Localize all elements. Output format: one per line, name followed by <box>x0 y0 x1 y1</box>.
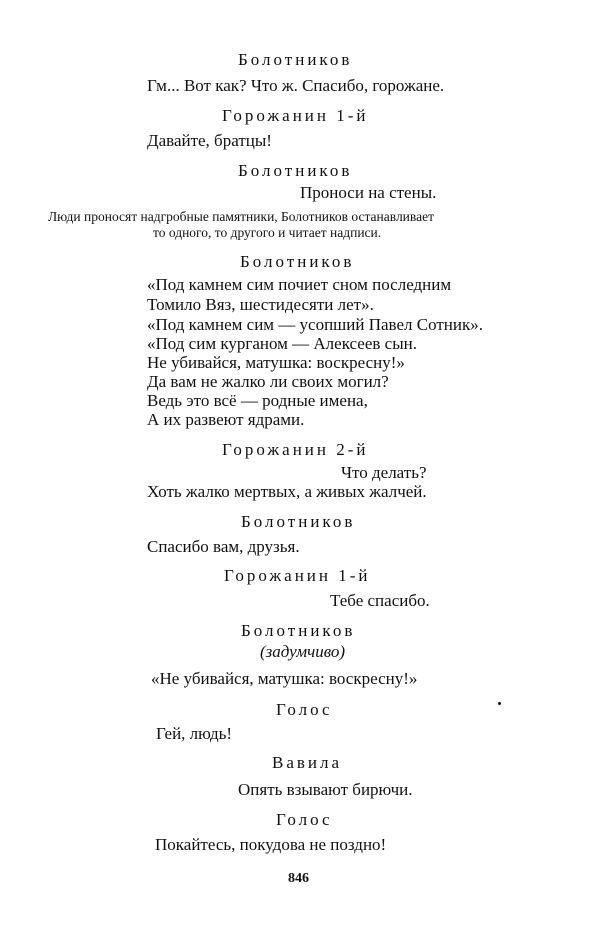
verse-line: Гм... Вот как? Что ж. Спасибо, горожане. <box>147 76 445 95</box>
speaker-name: Горожанин 2-й <box>222 440 369 459</box>
verse-line: Покайтесь, покудова не поздно! <box>155 835 387 854</box>
speaker-name: Голос <box>276 810 333 829</box>
verse-line: «Под камнем сим почиет сном последним <box>147 275 452 294</box>
verse-line: Томило Вяз, шестидесяти лет». <box>147 295 374 314</box>
speaker-name: Болотников <box>241 621 356 640</box>
speaker-name: Горожанин 1-й <box>224 566 371 585</box>
ink-speck <box>498 702 501 705</box>
verse-line: Да вам не жалко ли своих могил? <box>147 372 389 391</box>
verse-line: Хоть жалко мертвых, а живых жалчей. <box>147 482 427 501</box>
speaker-name: Болотников <box>240 252 355 271</box>
speaker-name: Горожанин 1-й <box>222 106 369 125</box>
verse-line: Спасибо вам, друзья. <box>147 537 300 556</box>
verse-line: Гей, людь! <box>156 724 233 743</box>
verse-line: Что делать? <box>341 463 427 482</box>
verse-line: Проноси на стены. <box>300 183 437 202</box>
stage-direction: Люди проносят надгробные памятники, Болотников останавливает <box>48 209 434 224</box>
speaker-name: Болотников <box>241 512 356 531</box>
speaker-name: Болотников <box>238 161 353 180</box>
verse-line: Тебе спасибо. <box>330 591 430 610</box>
speaker-name: Голос <box>276 700 333 719</box>
stage-direction: (задумчиво) <box>260 642 346 661</box>
verse-line: «Не убивайся, матушка: воскресну!» <box>151 669 418 688</box>
verse-line: Опять взывают бирючи. <box>238 780 413 799</box>
speaker-name: Вавила <box>272 753 343 772</box>
verse-line: Не убивайся, матушка: воскресну!» <box>147 353 405 372</box>
verse-line: «Под сим курганом — Алексеев сын. <box>147 334 417 353</box>
verse-line: Давайте, братцы! <box>147 131 272 150</box>
stage-direction: то одного, то другого и читает надписи. <box>153 225 382 240</box>
speaker-name: Болотников <box>238 50 353 69</box>
verse-line: А их развеют ядрами. <box>147 410 305 429</box>
verse-line: «Под камнем сим — усопший Павел Сотник». <box>147 315 483 334</box>
verse-line: Ведь это всё — родные имена, <box>147 391 368 410</box>
page-number: 846 <box>288 871 309 886</box>
